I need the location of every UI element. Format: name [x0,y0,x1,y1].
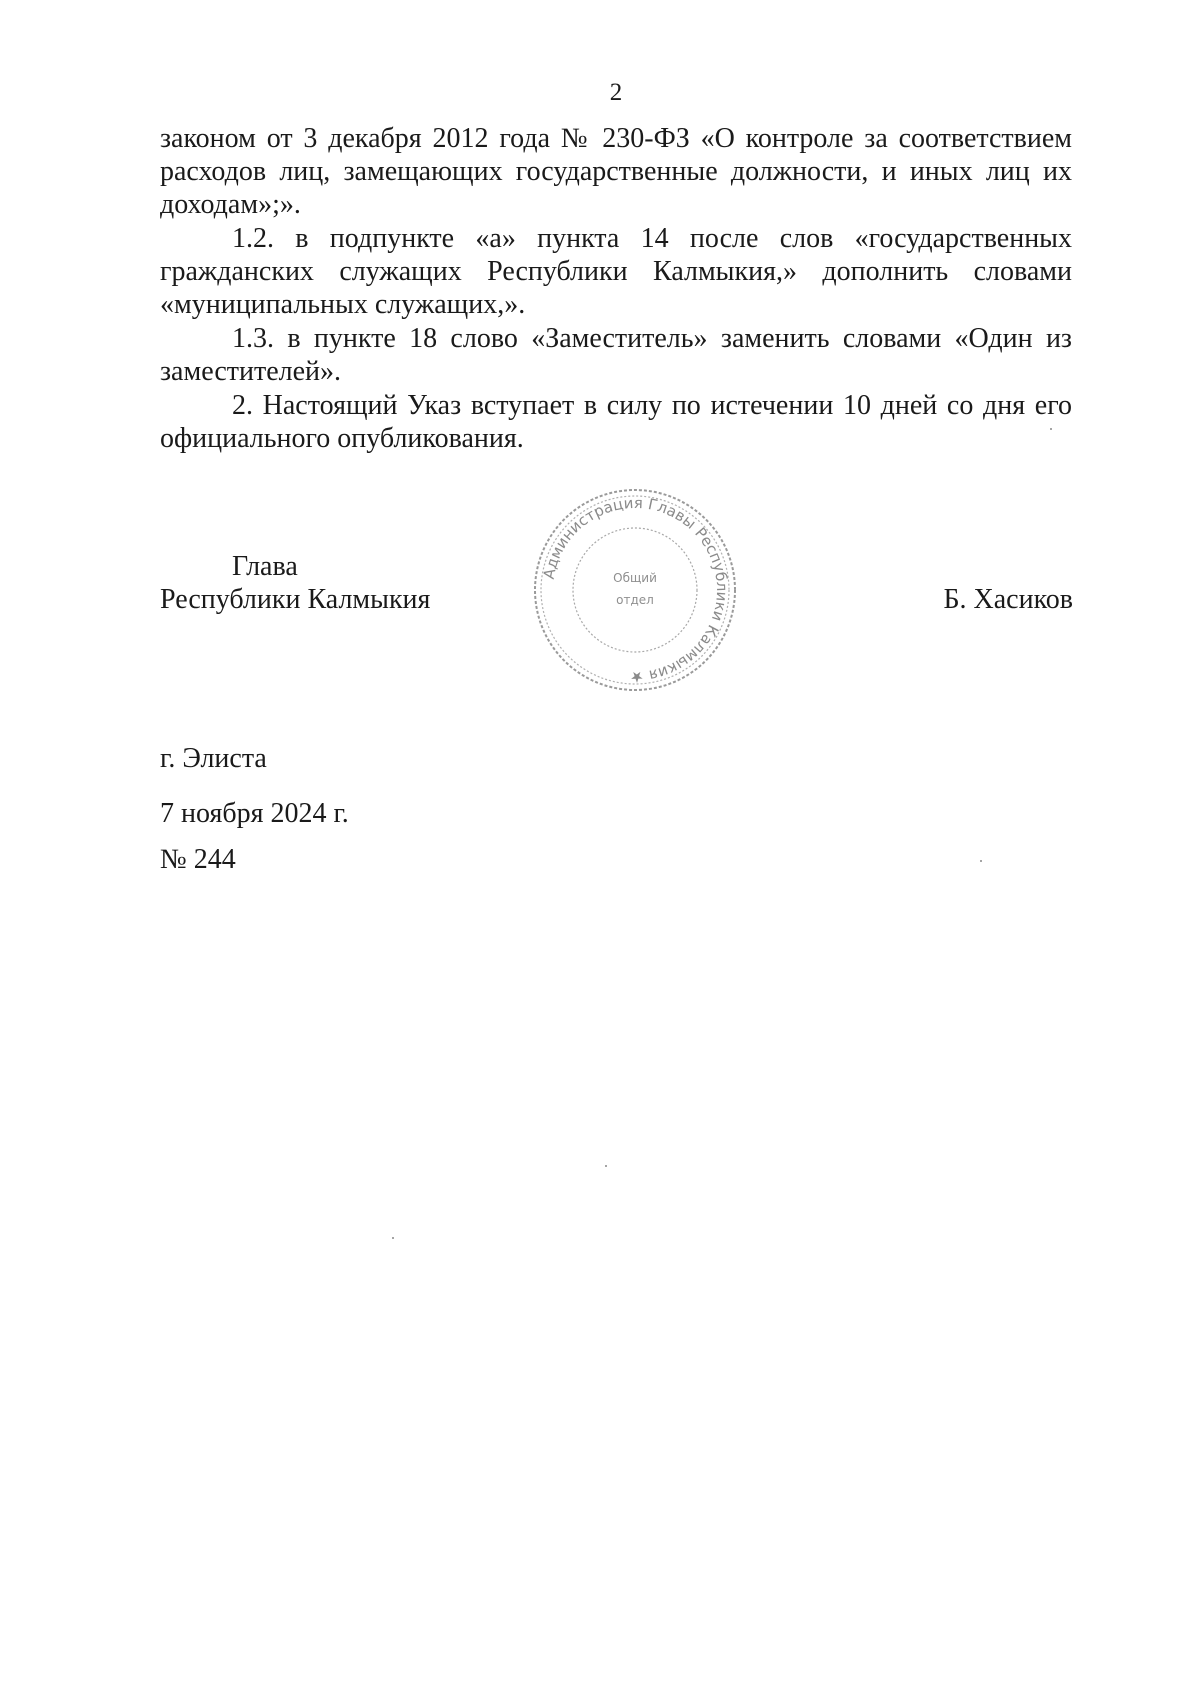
document-date: 7 ноября 2024 г. [160,798,349,829]
signatory-title-line2: Республики Калмыкия [160,584,431,615]
paragraph-item-1-3: 1.3. в пункте 18 слово «Заместитель» заменить словами «Один из заместителей». [160,323,1072,387]
signatory-title-line1: Глава [232,551,298,582]
paragraph-continuation: законом от 3 декабря 2012 года № 230-ФЗ «О контроле за соответствием расходов лиц, замещающих государственные должности, и иных лиц их доходам»;». [160,123,1072,220]
document-body [160,122,1072,456]
page-number: 2 [609,79,623,106]
scan-speck [1050,428,1052,430]
document-number: № 244 [160,844,236,875]
paragraph-item-2: 2. Настоящий Указ вступает в силу по истечении 10 дней со дня его официального опубликования. [160,390,1072,454]
official-seal [525,480,745,700]
scan-speck [392,1237,394,1239]
place-of-signing: г. Элиста [160,743,267,774]
svg-text:отдел: отдел [616,593,654,607]
svg-text:Администрация Главы Республики: Администрация Главы Республики Калмыкия ★ [539,493,732,687]
svg-text:Общий: Общий [613,571,657,585]
scan-speck [605,1165,607,1167]
signatory-name: Б. Хасиков [943,584,1073,615]
scan-speck [980,860,982,862]
paragraph-item-1-2: 1.2. в подпункте «а» пункта 14 после слов «государственных гражданских служащих Республики Калмыкия,» дополнить словами «муниципальных служащих,». [160,223,1072,320]
